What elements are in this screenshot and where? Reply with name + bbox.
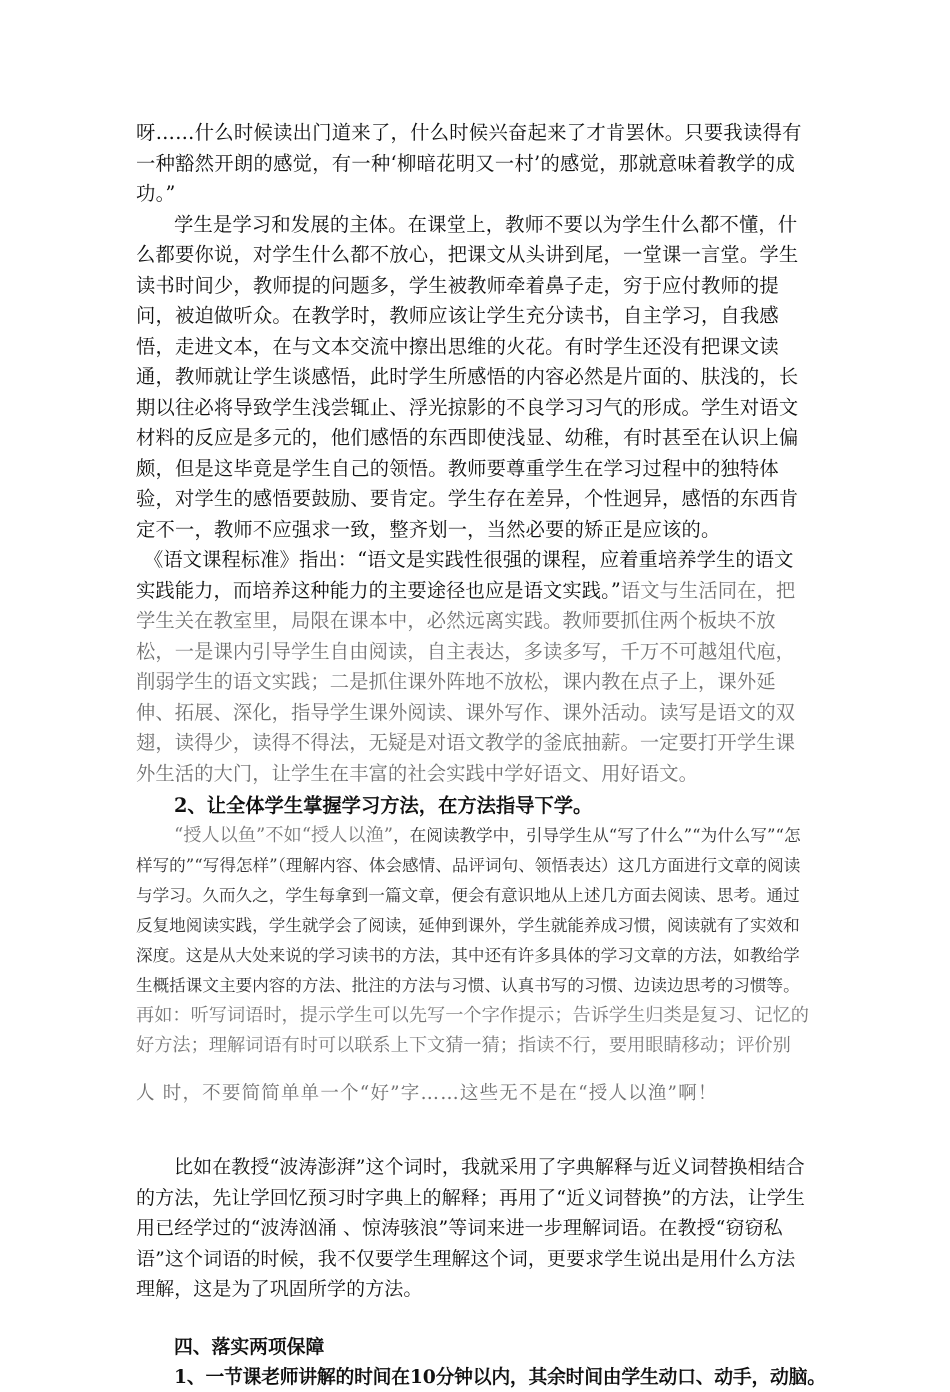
subheading-4-1: 1、一节课老师讲解的时间在10分钟以内，其余时间由学生动口、动手，动脑。 bbox=[174, 1365, 826, 1388]
section-heading-4: 四、落实两项保障 bbox=[174, 1335, 325, 1358]
paragraph-vocabulary-example: 比如在教授“波涛澎湃”这个词时，我就采用了字典解释与近义词替换相结合的方法，先让学回忆预习时字典上的解释；再用了“近义词替换”的方法，让学生用已经学过的“波涛汹涌 、惊涛骇浪”等词来进一步理解词语。在教授“窃窃私语”这个词语的时候，我不仅要学生理解这个词，更要求学生说出是用什么方法理解，这是为了巩固所学的方法。 bbox=[136, 1156, 806, 1300]
method-proverb: “授人以鱼”不如“授人以渔” bbox=[174, 825, 394, 846]
paragraph-quote-end: 呀……什么时候读出门道来了，什么时候兴奋起来了才肯罢休。只要我读得有一种豁然开朗的感觉，有一种‘柳暗花明又一村’的感觉，那就意味着教学的成功。” bbox=[136, 121, 802, 205]
method-body: ，在阅读教学中，引导学生从“写了什么”“为什么写”“怎样写的”“写得怎样”（理解内容、体会感情、品评词句、领悟表达）这几方面进行文章的阅读与学习。久而久之，学生每拿到一篇文章，便会有意识地从上述几方面去阅读、思考。通过反复地阅读实践，学生就学会了阅读，延伸到课外，学生就能养成习惯，阅读就有了实效和深度。这是从大处来说的学习读书的方法，其中还有许多具体的学习文章的方法，如教给学生概括课文主要内容的方法、批注的方法与习惯、认真书写的习惯、边读边思考的习惯等。 bbox=[136, 826, 801, 995]
curriculum-practice-text: 语文与生活同在，把学生关在教室里，局限在课本中，必然远离实践。教师要抓住两个板块不放松，一是课内引导学生自由阅读，自主表达，多读多写，千万不可越俎代庖，削弱学生的语文实践；二是抓住课外阵地不放松，课内教在点子上，课外延伸、拓展、深化，指导学生课外阅读、课外写作、课外活动。读写是语文的双翅，读得少，读得不得法，无疑是对语文教学的釜底抽薪。一定要打开学生课外生活的大门，让学生在丰富的社会实践中学好语文、用好语文。 bbox=[136, 578, 796, 785]
paragraph-student-subject: 学生是学习和发展的主体。在课堂上，教师不要以为学生什么都不懂，什么都要你说，对学生什么都不放心，把课文从头讲到尾，一堂课一言堂。学生读书时间少，教师提的问题多，学生被教师牵着鼻子走，穷于应付教师的提问，被迫做听众。在教学时，教师应该让学生充分读书，自主学习，自我感悟，走进文本，在与文本交流中擦出思维的火花。有时学生还没有把课文读通，教师就让学生谈感悟，此时学生所感悟的内容必然是片面的、肤浅的，长期以往必将导致学生浅尝辄止、浮光掠影的不良学习习气的形成。学生对语文材料的反应是多元的，他们感悟的东西即使浅显、幼稚，有时甚至在认识上偏颇，但是这毕竟是学生自己的领悟。教师要尊重学生在学习过程中的独特体验，对学生的感悟要鼓励、要肯定。学生存在差异，个性迥异，感悟的东西肯定不一，教师不应强求一致，整齐划一，当然必要的矫正是应该的。 bbox=[136, 212, 799, 541]
paragraph-method-end: 人 时，不要简简单单一个“好”字……这些无不是在“授人以渔”啊！ bbox=[136, 1083, 718, 1104]
paragraph-curriculum-standard bbox=[136, 545, 812, 789]
document-page bbox=[136, 118, 826, 1392]
section-heading-2: 2、让全体学生掌握学习方法，在方法指导下学。 bbox=[174, 794, 593, 817]
paragraph-teaching-method bbox=[136, 821, 812, 1061]
method-examples: 再如：听写词语时，提示学生可以先写一个字作提示；告诉学生归类是复习、记忆的好方法；理解词语有时可以联系上下文猜一猜；指读不行，要用眼睛移动；评价别 bbox=[136, 1005, 809, 1056]
curriculum-quote: 《语文课程标准》指出：“语文是实践性很强的课程，应着重培养学生的语文实践能力，而培养这种能力的主要途径也应是语文实践。” bbox=[136, 548, 794, 602]
